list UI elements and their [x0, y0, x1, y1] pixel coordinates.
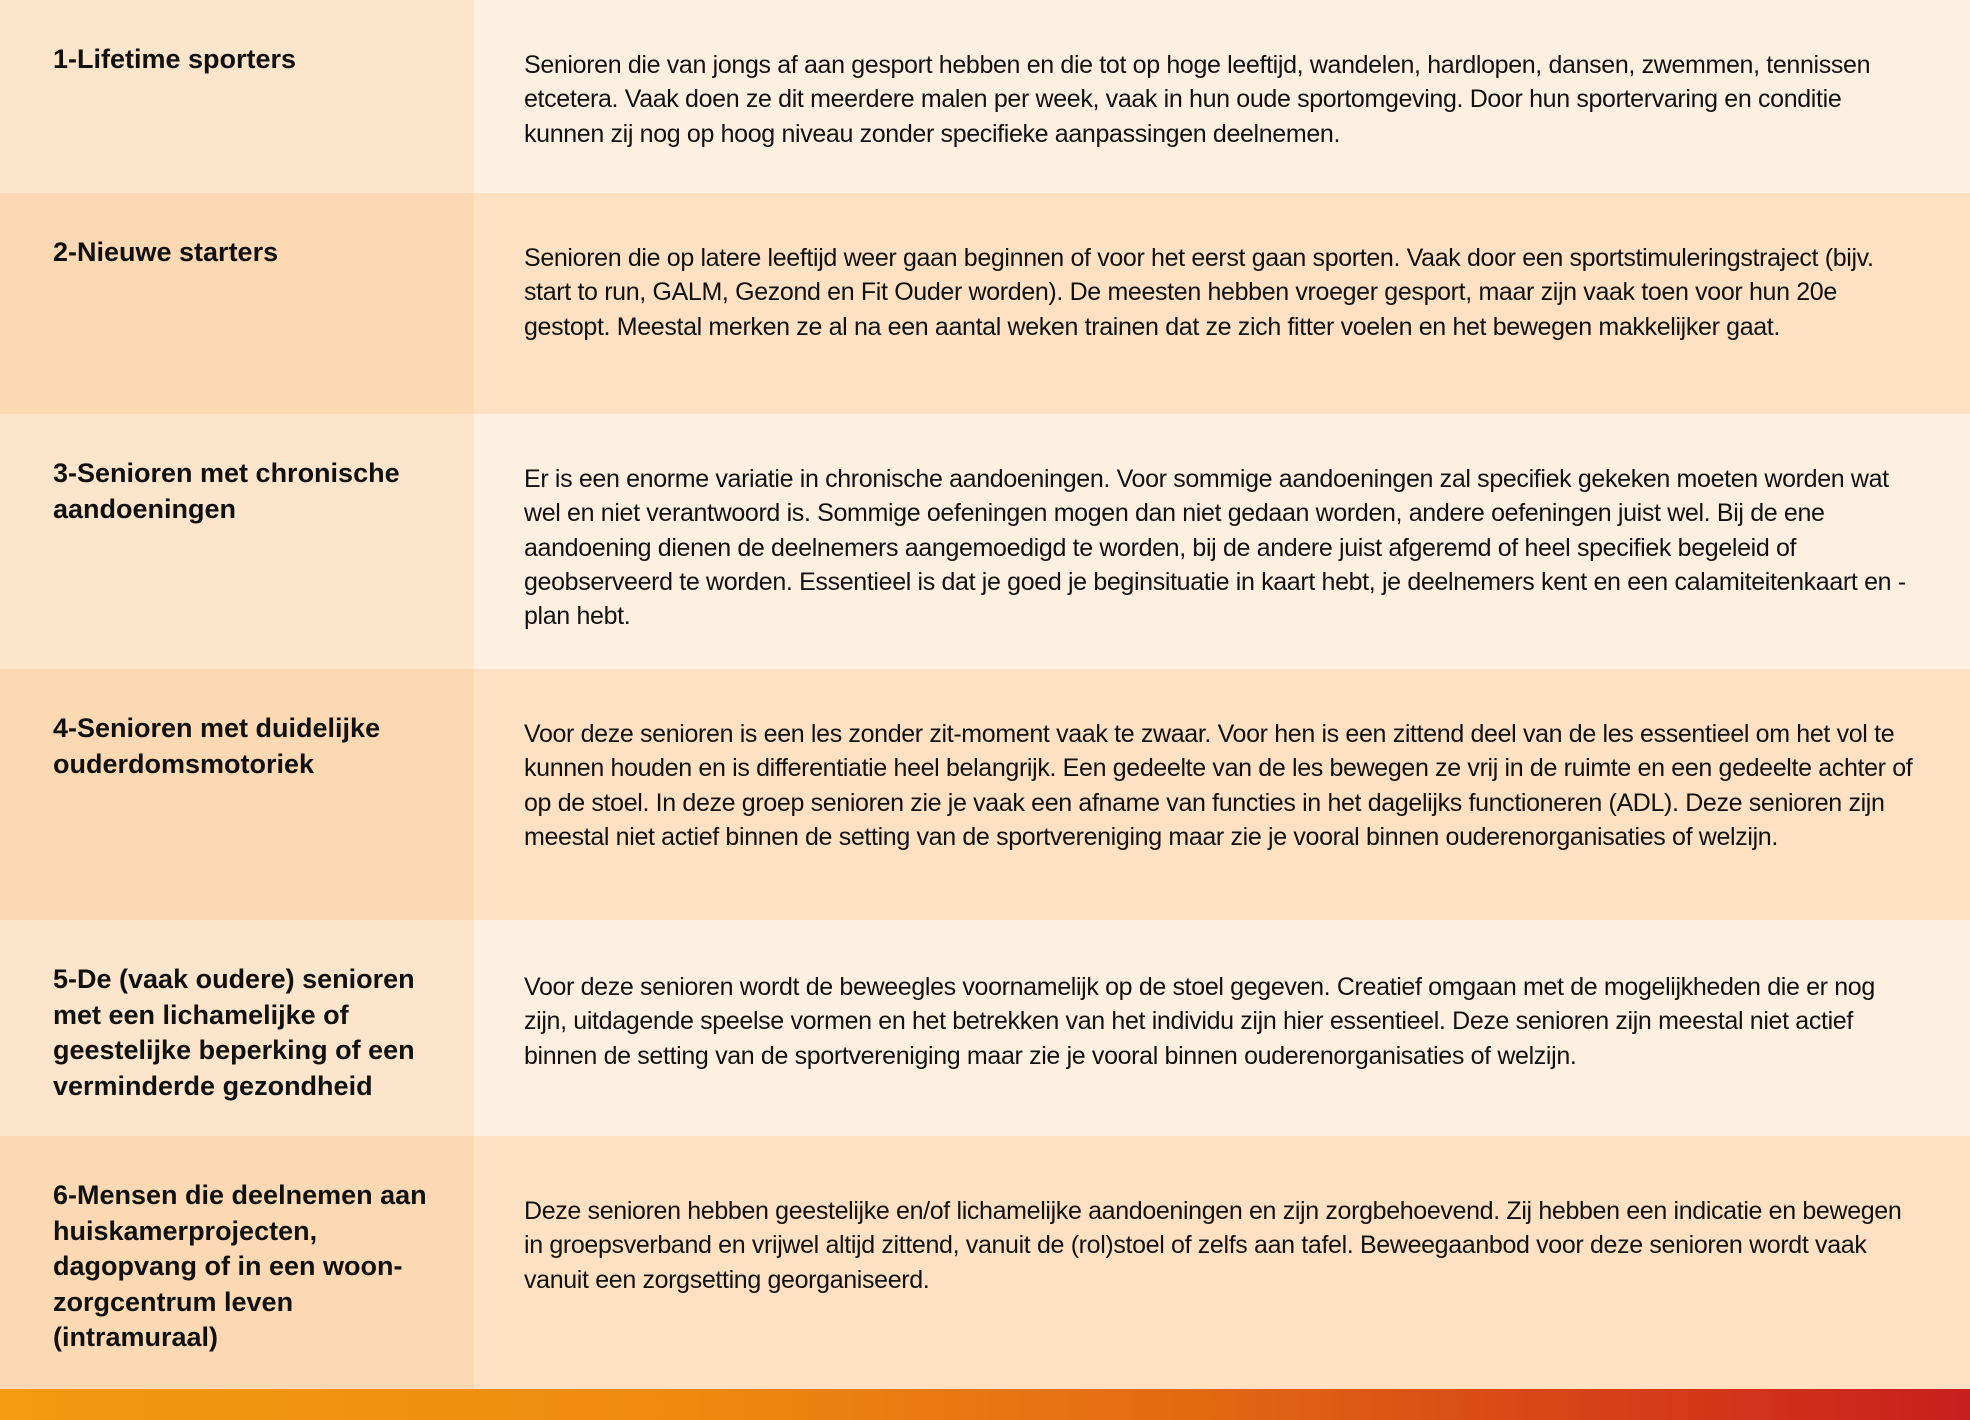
group-description: Voor deze senioren wordt de beweegles voornamelijk op de stoel gegeven. Creatief omgaan met de mogelijkheden die er nog zijn, uitdagende speelse vormen en het betrekken van het individu zijn hier essentieel. Deze senioren zijn meestal niet actief binnen de setting van de sportvereniging maar zie je vooral binnen ouderenorganisaties of welzijn. — [474, 920, 1970, 1136]
group-title: 1-Lifetime sporters — [0, 0, 474, 193]
group-description: Senioren die op latere leeftijd weer gaan beginnen of voor het eerst gaan sporten. Vaak door een sportstimuleringstraject (bijv. start to run, GALM, Gezond en Fit Ouder worden). De meesten hebben vroeger gesport, maar zijn vaak toen voor hun 20e gestopt. Meestal merken ze al na een aantal weken trainen dat ze zich fitter voelen en het bewegen makkelijker gaat. — [474, 193, 1970, 414]
group-title: 3-Senioren met chronische aandoeningen — [0, 414, 474, 669]
group-title: 2-Nieuwe starters — [0, 193, 474, 414]
group-description: Voor deze senioren is een les zonder zit-moment vaak te zwaar. Voor hen is een zittend deel van de les essentieel om het vol te kunnen houden en is differentiatie heel belangrijk. Een gedeelte van de les bewegen ze vrij in de ruimte en een gedeelte achter of op de stoel. In deze groep senioren zie je vaak een afname van functies in het dagelijks functioneren (ADL). Deze senioren zijn meestal niet actief binnen de setting van de sportvereniging maar zie je vooral binnen ouderenorganisaties of welzijn. — [474, 669, 1970, 920]
table-row — [0, 414, 1970, 669]
table-row — [0, 920, 1970, 1136]
table-row — [0, 0, 1970, 193]
bottom-gradient-bar — [0, 1389, 1970, 1420]
group-title: 4-Senioren met duidelijke ouderdomsmotoriek — [0, 669, 474, 920]
table-row — [0, 193, 1970, 414]
group-description: Er is een enorme variatie in chronische aandoeningen. Voor sommige aandoeningen zal specifiek gekeken moeten worden wat wel en niet verantwoord is. Sommige oefeningen mogen dan niet gedaan worden, andere oefeningen juist wel. Bij de ene aandoening dienen de deelnemers aangemoedigd te worden, bij de andere juist afgeremd of heel specifiek begeleid of geobserveerd te worden. Essentieel is dat je goed je beginsituatie in kaart hebt, je deelnemers kent en een calamiteitenkaart en -plan hebt. — [474, 414, 1970, 669]
group-description: Deze senioren hebben geestelijke en/of lichamelijke aandoeningen en zijn zorgbehoevend. Zij hebben een indicatie en bewegen in groepsverband en vrijwel altijd zittend, vanuit de (rol)stoel of zelfs aan tafel. Beweegaanbod voor deze senioren wordt vaak vanuit een zorgsetting georganiseerd. — [474, 1136, 1970, 1389]
group-description: Senioren die van jongs af aan gesport hebben en die tot op hoge leeftijd, wandelen, hardlopen, dansen, zwemmen, tennissen etcetera. Vaak doen ze dit meerdere malen per week, vaak in hun oude sportomgeving. Door hun sportervaring en conditie kunnen zij nog op hoog niveau zonder specifieke aanpassingen deelnemen. — [474, 0, 1970, 193]
table-row — [0, 669, 1970, 920]
group-title: 5-De (vaak oudere) senioren met een lichamelijke of geestelijke beperking of een verminderde gezondheid — [0, 920, 474, 1136]
table-row — [0, 1136, 1970, 1389]
group-title: 6-Mensen die deelnemen aan huiskamerprojecten, dagopvang of in een woonzorgcentrum leven (intramuraal) — [0, 1136, 474, 1389]
